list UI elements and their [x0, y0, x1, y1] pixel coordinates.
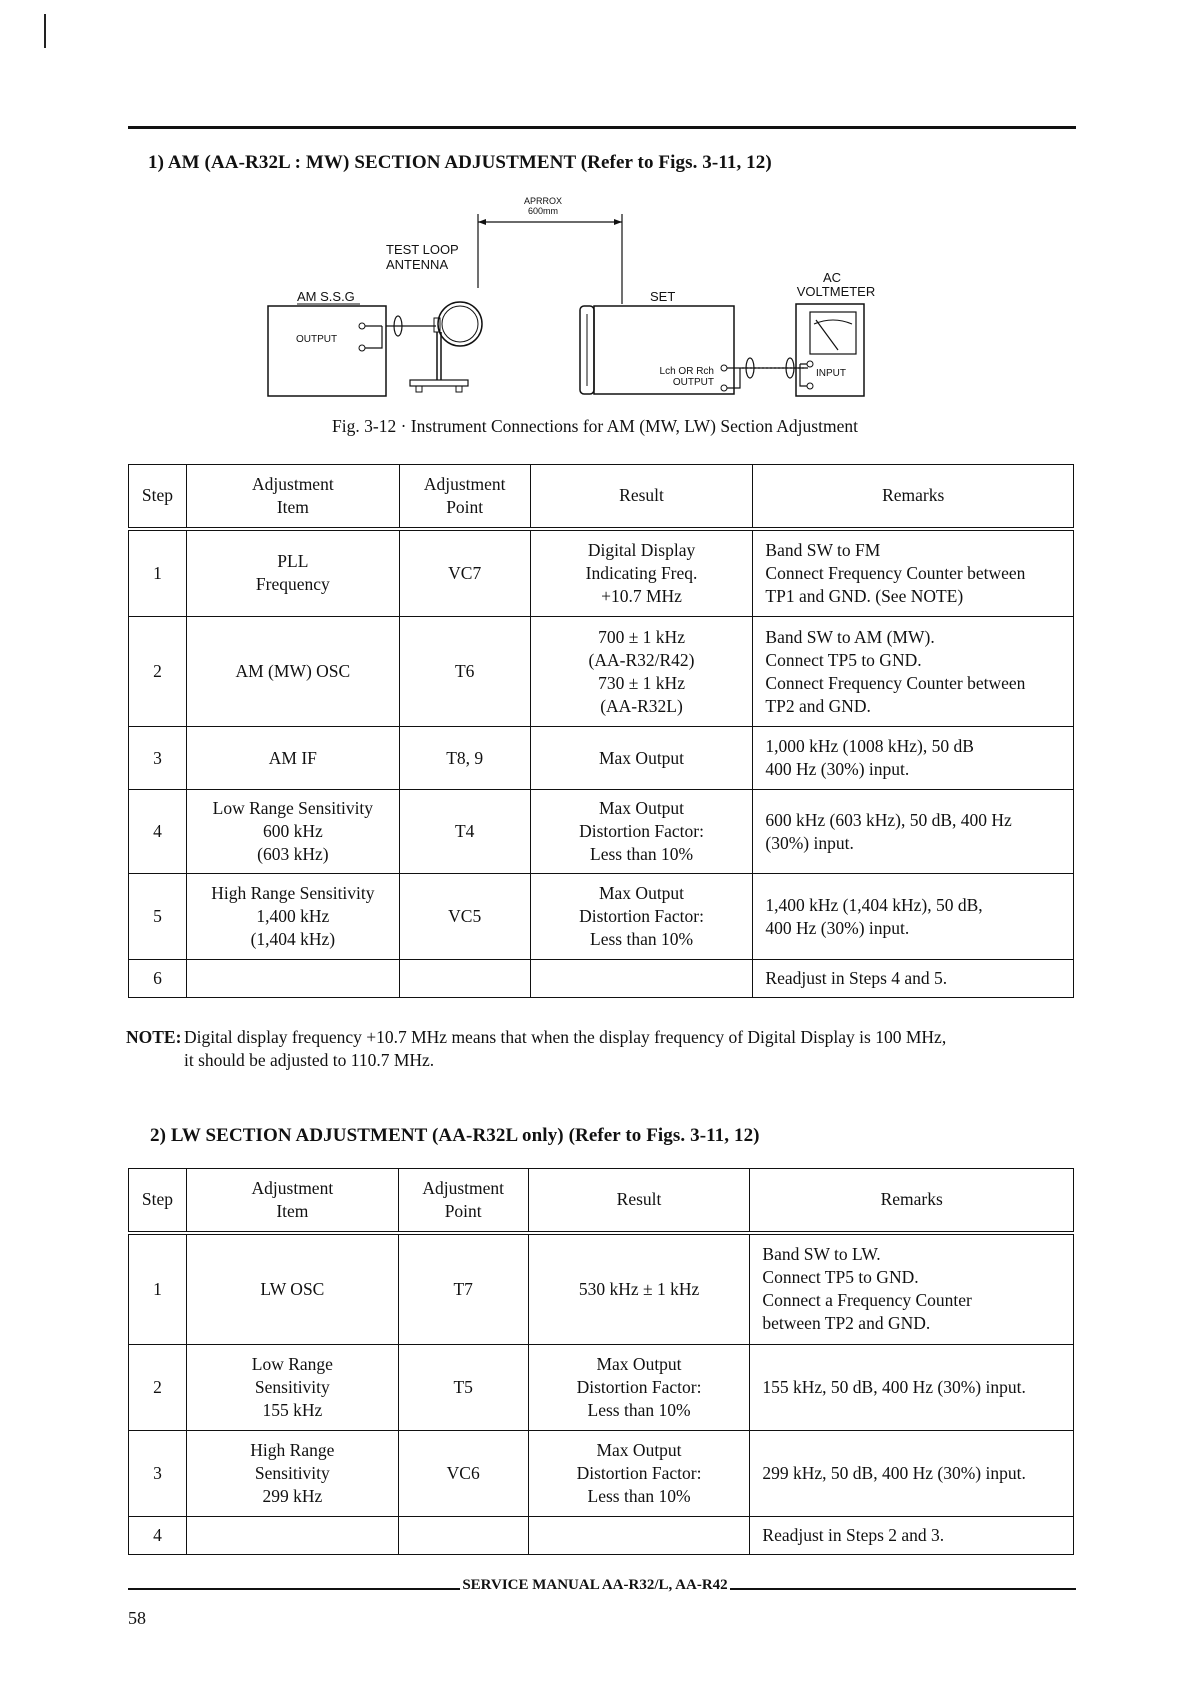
item-cell: LW OSC — [186, 1233, 398, 1345]
point-cell: VC7 — [399, 529, 530, 617]
step-cell: 6 — [129, 960, 187, 998]
header-step: Step — [129, 1169, 187, 1233]
antenna-stand-base — [410, 380, 468, 386]
point-cell: T8, 9 — [399, 727, 530, 790]
voltmeter-dial — [810, 312, 856, 354]
am-ssg-box — [268, 306, 386, 396]
step-cell: 2 — [129, 617, 187, 727]
item-cell: AM IF — [186, 727, 399, 790]
step-cell: 4 — [129, 790, 187, 874]
section2-title: 2) LW SECTION ADJUSTMENT (AA-R32L only) (Refer to Figs. 3-11, 12) — [150, 1125, 760, 1146]
step-cell: 4 — [129, 1517, 187, 1555]
result-cell — [528, 1517, 750, 1555]
result-cell: Digital Display Indicating Freq. +10.7 MHz — [530, 529, 753, 617]
point-cell: VC6 — [398, 1431, 528, 1517]
table-row — [129, 874, 1074, 960]
item-cell: High Range Sensitivity 299 kHz — [186, 1431, 398, 1517]
point-cell: T4 — [399, 790, 530, 874]
result-cell: Max Output Distortion Factor: Less than 10% — [530, 790, 753, 874]
item-cell — [186, 960, 399, 998]
step-cell: 3 — [129, 727, 187, 790]
result-cell: Max Output Distortion Factor: Less than 10% — [528, 1345, 750, 1431]
remarks-cell: Band SW to LW. Connect TP5 to GND. Connect a Frequency Counter between TP2 and GND. — [750, 1233, 1074, 1345]
point-cell — [399, 960, 530, 998]
result-cell: 530 kHz ± 1 kHz — [528, 1233, 750, 1345]
header-step: Step — [129, 465, 187, 529]
test-loop-label-2: ANTENNA — [386, 257, 449, 272]
instrument-connection-diagram — [260, 196, 960, 412]
point-cell: VC5 — [399, 874, 530, 960]
remarks-cell: 1,400 kHz (1,404 kHz), 50 dB, 400 Hz (30%) input. — [753, 874, 1074, 960]
figure-caption: Fig. 3-12 · Instrument Connections for AM (MW, LW) Section Adjustment — [332, 416, 858, 436]
note-label: NOTE: — [126, 1027, 182, 1047]
table-row — [129, 1431, 1074, 1517]
top-rule — [128, 126, 1076, 129]
remarks-cell: Band SW to AM (MW). Connect TP5 to GND. Connect Frequency Counter between TP2 and GND. — [753, 617, 1074, 727]
voltmeter-box — [796, 304, 864, 396]
step-cell: 1 — [129, 1233, 187, 1345]
note — [126, 1026, 1076, 1072]
remarks-cell: Readjust in Steps 2 and 3. — [750, 1517, 1074, 1555]
table-row — [129, 529, 1074, 617]
approx-label-2: 600mm — [527, 206, 559, 216]
section1-title: 1) AM (AA-R32L : MW) SECTION ADJUSTMENT (Refer to Figs. 3-11, 12) — [148, 152, 772, 173]
item-cell: Low Range Sensitivity 155 kHz — [186, 1345, 398, 1431]
table-row — [129, 617, 1074, 727]
header-item: Adjustment Item — [186, 1169, 398, 1233]
result-cell — [530, 960, 753, 998]
remarks-cell: 600 kHz (603 kHz), 50 dB, 400 Hz (30%) input. — [753, 790, 1074, 874]
note-text: Digital display frequency +10.7 MHz means that when the display frequency of Digital Display is 100 MHz, it should be adjusted to 110.7 MHz. — [184, 1027, 947, 1070]
result-cell: Max Output — [530, 727, 753, 790]
remarks-cell: Band SW to FM Connect Frequency Counter between TP1 and GND. (See NOTE) — [753, 529, 1074, 617]
remarks-cell: Readjust in Steps 4 and 5. — [753, 960, 1074, 998]
header-remarks: Remarks — [753, 465, 1074, 529]
table-row — [129, 727, 1074, 790]
footer-title: SERVICE MANUAL AA-R32/L, AA-R42 — [462, 1577, 728, 1593]
table-row — [129, 790, 1074, 874]
table-row — [129, 1233, 1074, 1345]
table-row — [129, 1517, 1074, 1555]
header-item: Adjustment Item — [186, 465, 399, 529]
ssg-output-label: OUTPUT — [296, 334, 338, 345]
step-cell: 2 — [129, 1345, 187, 1431]
remarks-cell: 299 kHz, 50 dB, 400 Hz (30%) input. — [750, 1431, 1074, 1517]
step-cell: 5 — [129, 874, 187, 960]
item-cell: AM (MW) OSC — [186, 617, 399, 727]
item-cell: Low Range Sensitivity 600 kHz (603 kHz) — [186, 790, 399, 874]
page-number: 58 — [128, 1608, 146, 1628]
stray-mark — [44, 14, 46, 48]
test-loop-label-1: TEST LOOP — [386, 242, 459, 257]
table-row — [129, 1345, 1074, 1431]
step-cell: 1 — [129, 529, 187, 617]
approx-label-1: APRROX — [523, 196, 563, 206]
voltmeter-input-label: INPUT — [816, 368, 846, 379]
header-result: Result — [528, 1169, 750, 1233]
header-result: Result — [530, 465, 753, 529]
result-cell: 700 ± 1 kHz (AA-R32/R42) 730 ± 1 kHz (AA-R32L) — [530, 617, 753, 727]
approx-arrow-left — [478, 219, 486, 225]
remarks-cell: 1,000 kHz (1008 kHz), 50 dB 400 Hz (30%) input. — [753, 727, 1074, 790]
step-cell: 3 — [129, 1431, 187, 1517]
lw-adjustment-table — [128, 1168, 1074, 1555]
approx-arrow-right — [614, 219, 622, 225]
item-cell: High Range Sensitivity 1,400 kHz (1,404 kHz) — [186, 874, 399, 960]
result-cell: Max Output Distortion Factor: Less than 10% — [528, 1431, 750, 1517]
am-ssg-label: AM S.S.G — [297, 289, 355, 304]
loop-antenna — [438, 302, 482, 346]
item-cell — [186, 1517, 398, 1555]
am-adjustment-table — [128, 464, 1074, 998]
header-point: Adjustment Point — [399, 465, 530, 529]
point-cell: T7 — [398, 1233, 528, 1345]
header-remarks: Remarks — [750, 1169, 1074, 1233]
item-cell: PLL Frequency — [186, 529, 399, 617]
header-point: Adjustment Point — [398, 1169, 528, 1233]
remarks-cell: 155 kHz, 50 dB, 400 Hz (30%) input. — [750, 1345, 1074, 1431]
voltmeter-label-2: VOLTMETER — [796, 284, 876, 299]
set-label: SET — [650, 289, 676, 304]
set-output-label-1: Lch OR Rch — [659, 366, 714, 377]
voltmeter-label-1: AC — [822, 270, 842, 285]
point-cell: T5 — [398, 1345, 528, 1431]
set-output-label-2: OUTPUT — [672, 377, 714, 388]
result-cell: Max Output Distortion Factor: Less than 10% — [530, 874, 753, 960]
point-cell: T6 — [399, 617, 530, 727]
point-cell — [398, 1517, 528, 1555]
table-row — [129, 960, 1074, 998]
